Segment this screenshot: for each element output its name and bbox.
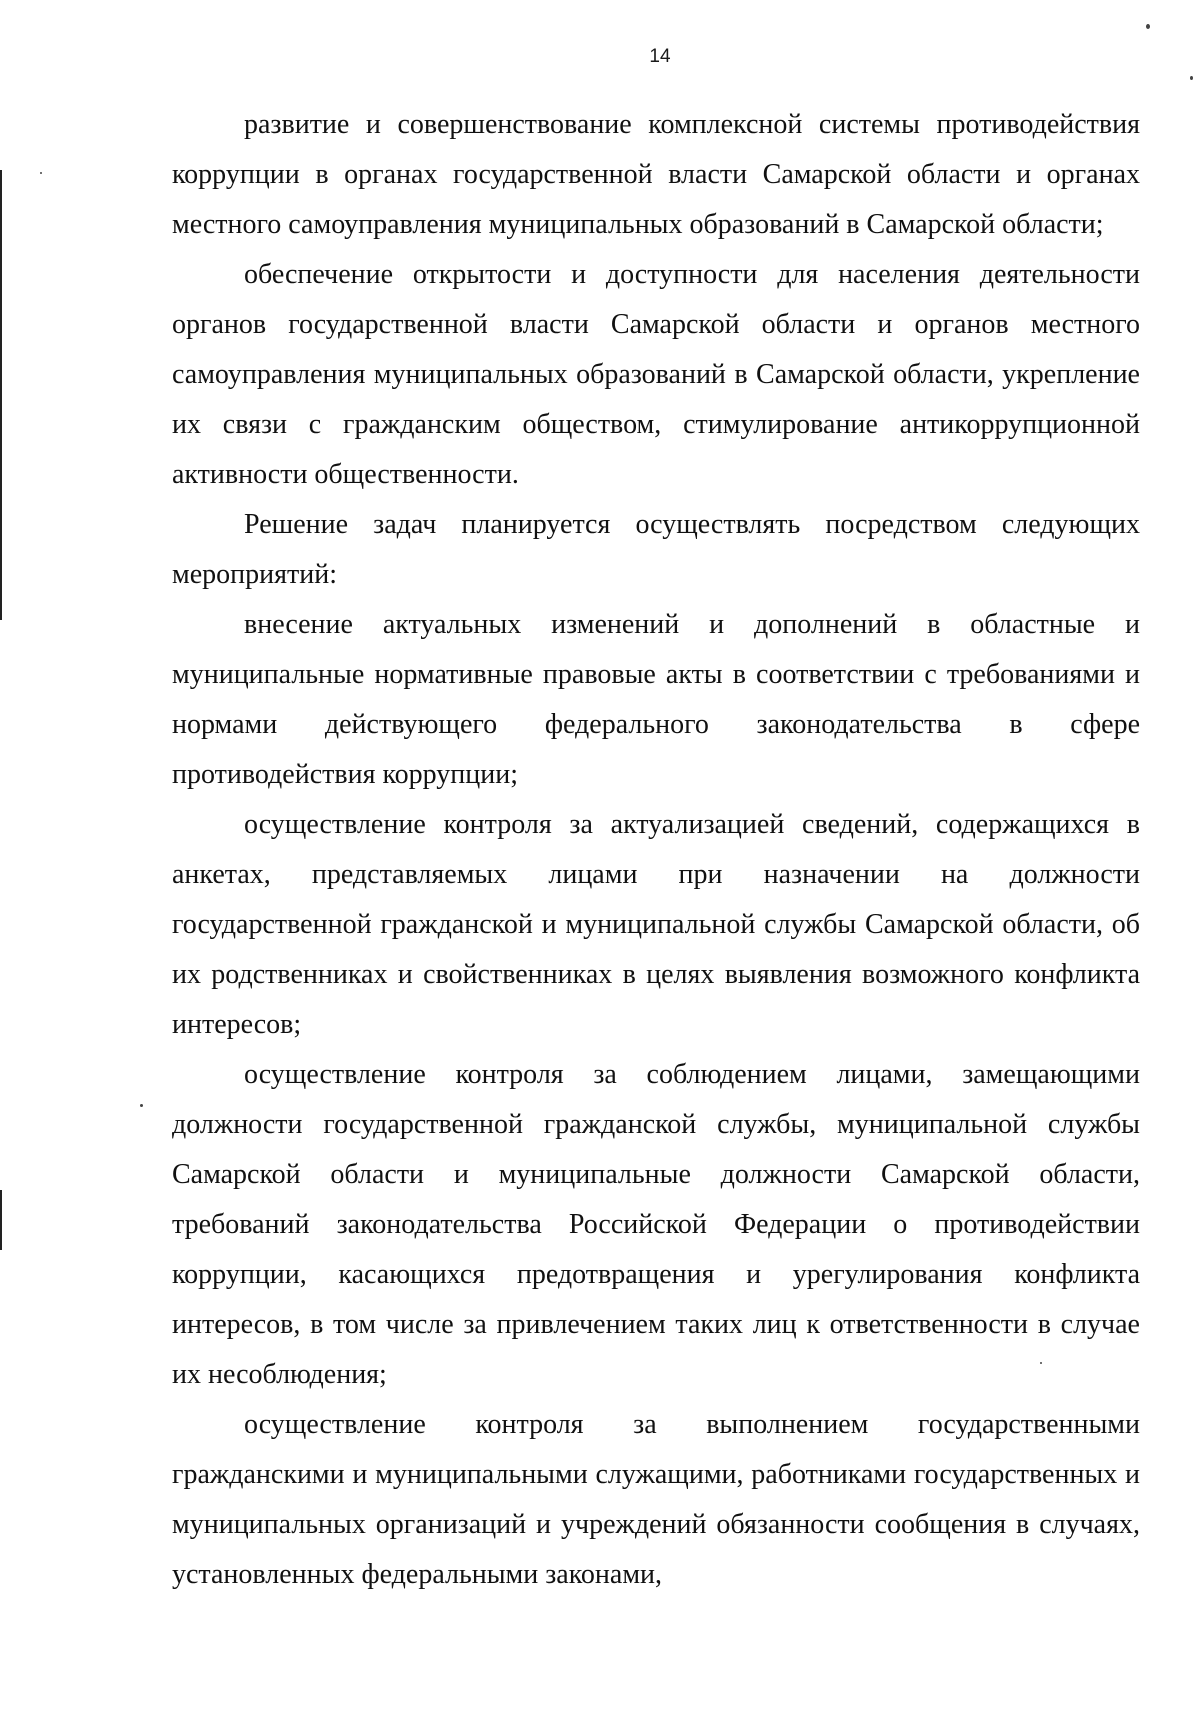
scan-edge-line (0, 170, 2, 620)
paragraph-3: Решение задач планируется осуществлять посредством следующих мероприятий: (172, 509, 1140, 590)
scan-speck (1146, 24, 1150, 29)
scan-speck (1190, 76, 1193, 80)
scan-edge-line (0, 1190, 2, 1250)
paragraph-1: развитие и совершенствование комплексной системы противодействия коррупции в органах государственной власти Самарской области и органах местного самоуправления муниципальных образований в Самарской области; (172, 109, 1140, 240)
scan-speck (140, 1104, 143, 1107)
paragraph-5: осуществление контроля за актуализацией сведений, содержащихся в анкетах, представляемых лицами при назначении на должности государственной гражданской и муниципальной службы Самарской области, об их родственниках и свойственниках в целях выявления возможного конфликта интересов; (172, 809, 1140, 1040)
paragraph-7: осуществление контроля за выполнением государственными гражданскими и муниципальными служащими, работниками государственных и муниципальных организаций и учреждений обязанности сообщения в случаях, установленных федеральными законами, (172, 1409, 1140, 1590)
paragraph-4: внесение актуальных изменений и дополнений в областные и муниципальные нормативные правовые акты в соответствии с требованиями и нормами действующего федерального законодательства в сфере противодействия коррупции; (172, 609, 1140, 790)
paragraph-6: осуществление контроля за соблюдением лицами, замещающими должности государственной гражданской службы, муниципальной службы Самарской области и муниципальные должности Самарской области, требований законодательства Российской Федерации о противодействии коррупции, касающихся предотвращения и урегулирования конфликта интересов, в том числе за привлечением таких лиц к ответственности в случае их несоблюдения; (172, 1059, 1140, 1390)
scan-speck (40, 172, 42, 174)
document-body (172, 100, 1140, 1600)
paragraph-2: обеспечение открытости и доступности для населения деятельности органов государственной власти Самарской области и органов местного самоуправления муниципальных образований в Самарской области, укрепление их связи с гражданским обществом, стимулирование антикоррупционной активности общественности. (172, 259, 1140, 490)
scan-speck (1040, 1362, 1042, 1364)
page-number: 14 (649, 46, 671, 67)
